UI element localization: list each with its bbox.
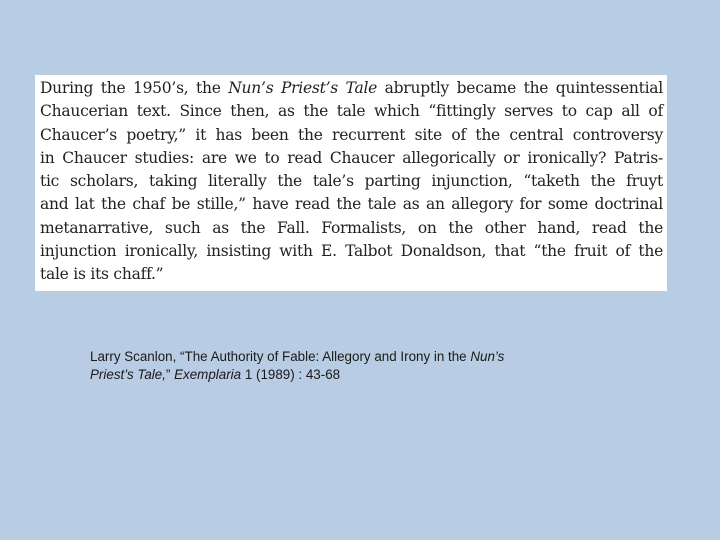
quote-line-2: Chaucerian text. Since then, as the tale which “fittingly serves to cap all of <box>40 102 663 121</box>
citation-line-1: Larry Scanlon, “The Authority of Fable: Allegory and Irony in the Nun’s <box>90 349 505 364</box>
quote-line-5: tic scholars, taking literally the tale’s parting injunction, “taketh the fruyt <box>40 172 663 191</box>
quote-line-4: in Chaucer studies: are we to read Chaucer allegorically or ironically? Patris- <box>40 148 663 167</box>
quote-excerpt-image <box>35 75 667 291</box>
quote-line-8: injunction ironically, insisting with E. Talbot Donaldson, that “the fruit of the <box>40 242 663 261</box>
citation <box>90 348 650 384</box>
citation-line-2: Priest’s Tale,” Exemplaria 1 (1989) : 43-68 <box>90 367 341 382</box>
quote-line-3: Chaucer’s poetry,” it has been the recurrent site of the central controversy <box>40 125 663 144</box>
quote-line-9: tale is its chaff.” <box>40 265 164 284</box>
quote-line-1: During the 1950’s, the Nun’s Priest’s Tale abruptly became the quintessential <box>40 79 663 97</box>
quote-line-7: metanarrative, such as the Fall. Formalists, on the other hand, read the <box>40 218 663 237</box>
quote-line-6: and lat the chaf be stille,” have read the tale as an allegory for some doctrinal <box>40 195 663 214</box>
